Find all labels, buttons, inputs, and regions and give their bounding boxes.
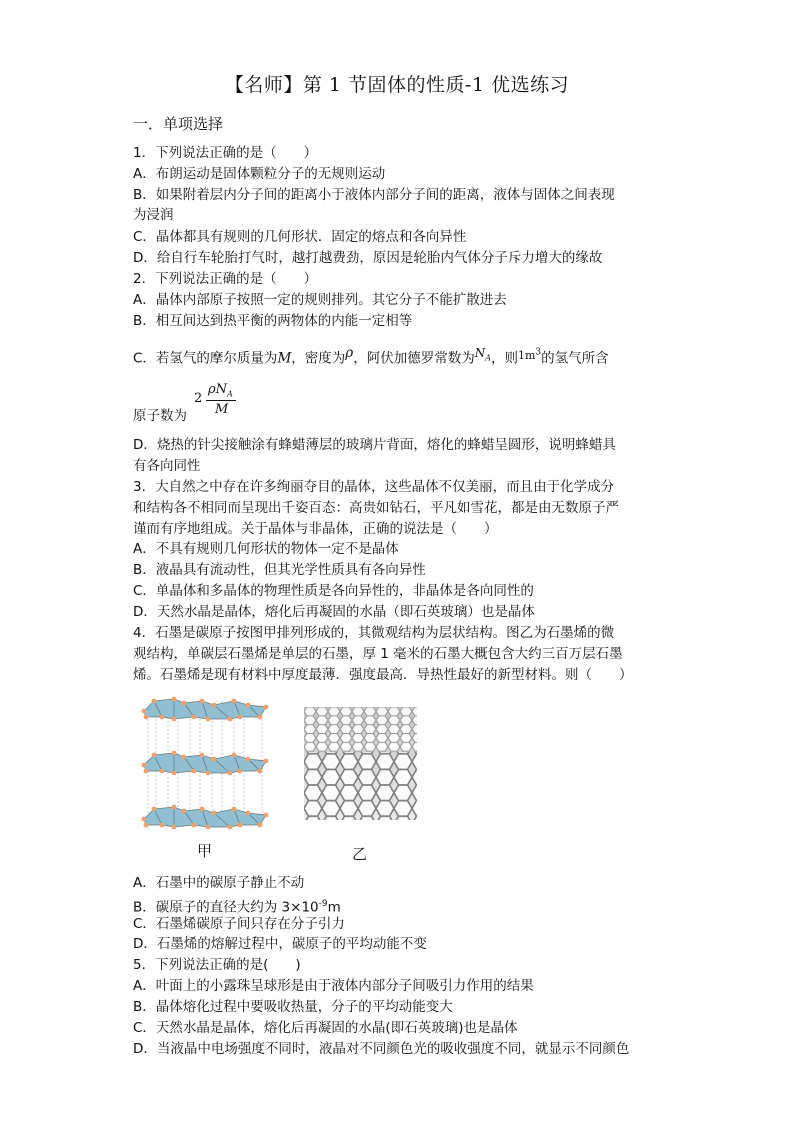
q4-stem-line1: 4．石墨是碳原子按图甲排列形成的，其微观结构为层状结构。图乙为石墨烯的微	[133, 625, 615, 641]
q4-option-b: B．碳原子的直径大约为 $3\times 10^{-9}m$	[133, 899, 341, 916]
page-title: 【名师】第 1 节固体的性质-1 优选练习	[224, 74, 570, 96]
q3-option-b: B．液晶具有流动性，但其光学性质具有各向异性	[133, 562, 426, 578]
molar-mass-symbol: M	[277, 350, 292, 367]
figure-a-label: 甲	[197, 842, 213, 860]
q4-stem-line2: 观结构，单碳层石墨烯是单层的石墨，厚 1 毫米的石墨大概包含大约三百万层石墨	[133, 646, 623, 662]
q3-option-d: D．天然水晶是晶体，熔化后再凝固的水晶（即石英玻璃）也是晶体	[133, 604, 535, 620]
q2-c-text-3: ，阿伏加德罗常数为	[353, 350, 475, 367]
fraction-bar	[206, 400, 236, 401]
volume-unit: 1m3	[517, 347, 542, 362]
graphene-mesh-diagram	[304, 707, 417, 820]
q2-c-text-1: C．若氢气的摩尔质量为	[133, 350, 278, 367]
q2-stem: 2．下列说法正确的是（ ）	[133, 271, 318, 287]
q1-option-d: D．给自行车轮胎打气时，越打越费劲，原因是轮胎内气体分子斥力增大的缘故	[133, 250, 603, 266]
q1-option-a: A．布朗运动是固体颗粒分子的无规则运动	[133, 166, 386, 182]
q5-option-d: D．当液晶中电场强度不同时，液晶对不同颜色光的吸收强度不同，就显示不同颜色	[133, 1041, 630, 1057]
q4-stem-line3: 烯。石墨烯是现有材料中厚度最薄．强度最高．导热性最好的新型材料。则（ ）	[133, 667, 633, 683]
q2-option-d-line1: D．烧热的针尖接触涂有蜂蜡薄层的玻璃片背面，熔化的蜂蜡呈圆形，说明蜂蜡具	[133, 437, 616, 453]
density-symbol: ρ	[345, 344, 354, 361]
fraction-denominator: M	[215, 402, 229, 417]
q3-option-a: A．不具有规则几何形状的物体一定不是晶体	[133, 541, 399, 557]
q2-option-a: A．晶体内部原子按照一定的规则排列。其它分子不能扩散进去	[133, 292, 507, 308]
q2-option-d-line2: 有各向同性	[133, 458, 201, 474]
q5-option-c: C．天然水晶是晶体，熔化后再凝固的水晶(即石英玻璃)也是晶体	[133, 1020, 518, 1036]
q3-option-c: C．单晶体和多晶体的物理性质是各向异性的，非晶体是各向同性的	[133, 583, 534, 599]
q1-option-b-line2: 为浸润	[133, 207, 174, 223]
q2-c-text-2: ，密度为	[291, 350, 346, 367]
fraction-numerator: $\rho N_A$	[208, 382, 233, 399]
q1-option-b-line1: B．如果附着层内分子间的距离小于液体内部分子间的距离，液体与固体之间表现	[133, 187, 615, 203]
q1-option-c: C．晶体都具有规则的几何形状．固定的熔点和各向异性	[133, 229, 467, 245]
q3-stem-line2: 和结构各不相同而呈现出千姿百态：高贵如钻石，平凡如雪花，都是由无数原子严	[133, 500, 619, 516]
q2-c-text-4: ，则	[490, 350, 518, 367]
q2-c-text-5: 的氢气所含	[541, 350, 609, 367]
q4-option-a: A．石墨中的碳原子静止不动	[133, 875, 305, 891]
q5-stem: 5．下列说法正确的是( )	[133, 957, 301, 973]
fraction-coefficient: 2	[194, 391, 203, 406]
graphite-layer-diagram	[138, 695, 270, 835]
graphite-layer-bottom	[142, 805, 269, 830]
avogadro-symbol: $N_A$	[474, 345, 491, 363]
q4-option-d: D．石墨烯的熔解过程中，碳原子的平均动能不变	[133, 936, 427, 952]
q2-option-b: B．相互间达到热平衡的两物体的内能一定相等	[133, 313, 413, 329]
graphite-layer	[142, 697, 269, 722]
section-heading: 一．单项选择	[133, 115, 224, 133]
q2-option-c-line2: 原子数为	[133, 408, 187, 424]
q5-option-a: A．叶面上的小露珠呈球形是由于液体内部分子间吸引力作用的结果	[133, 978, 534, 994]
q1-stem: 1．下列说法正确的是（ ）	[133, 145, 318, 161]
figure-b-label: 乙	[352, 845, 368, 863]
q4-option-c: C．石墨烯碳原子间只存在分子引力	[133, 916, 345, 932]
q3-stem-line3: 谨而有序地组成。关于晶体与非晶体，正确的说法是（ ）	[133, 521, 498, 537]
q5-option-b: B．晶体熔化过程中要吸收热量，分子的平均动能变大	[133, 999, 453, 1015]
graphite-layer-middle	[142, 751, 269, 776]
q2-option-c-line1	[133, 346, 609, 374]
q3-stem-line1: 3．大自然之中存在许多绚丽夺目的晶体，这些晶体不仅美丽，而且由于化学成分	[133, 479, 615, 495]
